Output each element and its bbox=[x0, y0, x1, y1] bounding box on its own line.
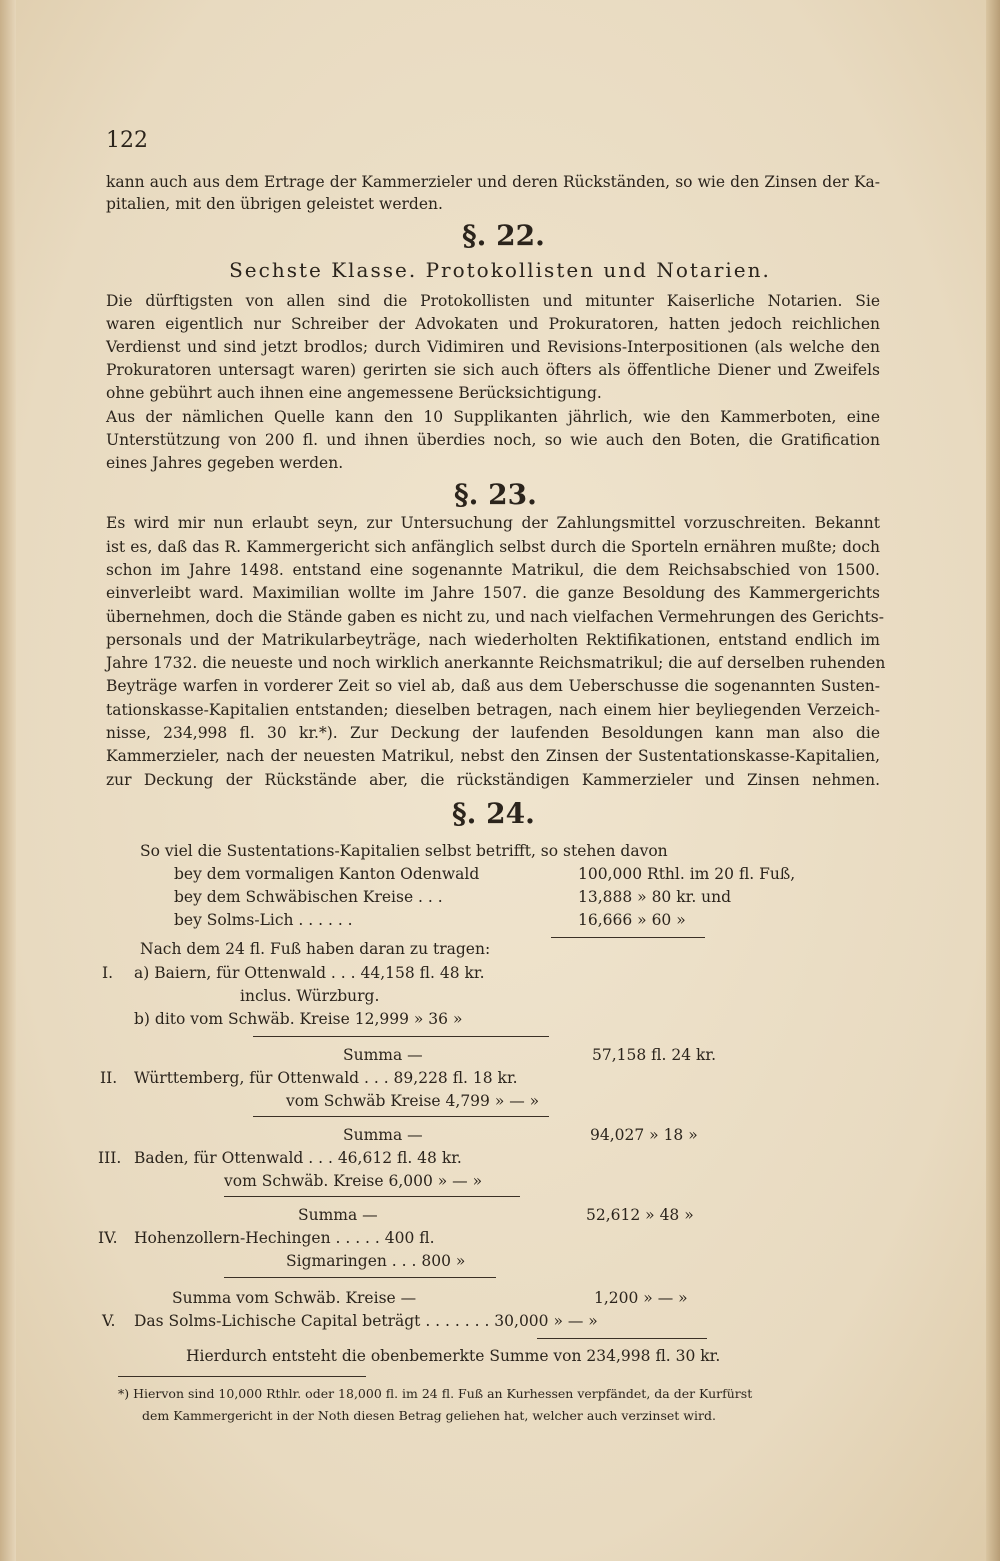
summa-label: Summa — bbox=[343, 1046, 423, 1064]
sum-rule bbox=[253, 1036, 549, 1037]
roman-numeral: V. bbox=[102, 1312, 116, 1330]
section-heading: §. 22. bbox=[462, 219, 545, 252]
summa-label: Summa vom Schwäb. Kreise — bbox=[172, 1289, 417, 1307]
text-line: Die dürftigsten von allen sind die Protokollisten und mitunter Kaiserliche Notarien. Sie bbox=[106, 292, 880, 310]
table-row: b) dito vom Schwäb. Kreise 12,999 » 36 » bbox=[134, 1010, 463, 1028]
sum-rule bbox=[537, 1338, 707, 1339]
summa-amount: 57,158 fl. 24 kr. bbox=[592, 1046, 717, 1064]
summa-label: Summa — bbox=[298, 1206, 378, 1224]
sum-rule bbox=[253, 1116, 549, 1117]
sum-rule bbox=[551, 937, 705, 938]
text-line: personals und der Matrikularbeyträge, nach wiederholten Rektifikationen, entstand endlich im bbox=[106, 631, 880, 649]
text-line: Beyträge warfen in vorderer Zeit so viel ab, daß aus dem Ueberschusse die sogenannten Susten- bbox=[106, 677, 880, 695]
footnote: *) Hiervon sind 10,000 Rthlr. oder 18,000 fl. im 24 fl. Fuß an Kurhessen verpfändet, da der Kurfürst bbox=[118, 1386, 753, 1401]
summa-label: Summa — bbox=[343, 1126, 423, 1144]
section-heading: §. 24. bbox=[452, 797, 535, 830]
summa-amount: 1,200 » — » bbox=[594, 1289, 688, 1307]
sum-rule bbox=[224, 1277, 496, 1278]
text-line: zur Deckung der Rückstände aber, die rückständigen Kammerzieler und Zinsen nehmen. bbox=[106, 771, 880, 789]
text-line: Prokuratoren untersagt waren) gerirten sie sich auch öfters als öffentliche Diener und Zweifels bbox=[106, 361, 880, 379]
holding-label: bey dem Schwäbischen Kreise . . . bbox=[174, 888, 443, 906]
grand-total: Hierdurch entsteht die obenbemerkte Summe von 234,998 fl. 30 kr. bbox=[186, 1347, 721, 1365]
roman-numeral: II. bbox=[100, 1069, 118, 1087]
text-line: übernehmen, doch die Stände gaben es nicht zu, und nach vielfachen Vermehrungen des Gerichts- bbox=[106, 608, 884, 626]
text-line: ist es, daß das R. Kammergericht sich anfänglich selbst durch die Sporteln ernähren mußte; doch bbox=[106, 538, 880, 556]
table-row: vom Schwäb. Kreise 6,000 » — » bbox=[224, 1172, 483, 1190]
holding-amount: 100,000 Rthl. im 20 fl. Fuß, bbox=[578, 865, 796, 883]
table-row: a) Baiern, für Ottenwald . . . 44,158 fl. 48 kr. bbox=[134, 964, 485, 982]
footnote-rule bbox=[118, 1376, 366, 1377]
table-row: inclus. Würzburg. bbox=[240, 987, 380, 1005]
holding-amount: 16,666 » 60 » bbox=[578, 911, 686, 929]
text-line: Unterstützung von 200 fl. und ihnen überdies noch, so wie auch den Boten, die Gratification bbox=[106, 431, 880, 449]
text-line: schon im Jahre 1498. entstand eine sogenannte Matrikul, die dem Reichsabschied von 1500. bbox=[106, 561, 880, 579]
footnote: dem Kammergericht in der Noth diesen Betrag geliehen hat, welcher auch verzinset wird. bbox=[142, 1408, 716, 1423]
sum-rule bbox=[224, 1196, 520, 1197]
text-line: tationskasse-Kapitalien entstanden; dieselben betragen, nach einem hier beyliegenden Verzeich- bbox=[106, 701, 880, 719]
text-line: einverleibt ward. Maximilian wollte im Jahre 1507. die ganze Besoldung des Kammergerichts bbox=[106, 584, 880, 602]
text-line: kann auch aus dem Ertrage der Kammerzieler und deren Rückständen, so wie den Zinsen der Ka- bbox=[106, 173, 880, 191]
text-line: pitalien, mit den übrigen geleistet werden. bbox=[106, 195, 443, 213]
roman-numeral: III. bbox=[98, 1149, 122, 1167]
summa-amount: 94,027 » 18 » bbox=[590, 1126, 698, 1144]
table-row: vom Schwäb Kreise 4,799 » — » bbox=[286, 1092, 540, 1110]
text-line: nisse, 234,998 fl. 30 kr.*). Zur Deckung der laufenden Besoldungen kann man also die bbox=[106, 724, 880, 742]
roman-numeral: I. bbox=[102, 964, 114, 982]
holding-amount: 13,888 » 80 kr. und bbox=[578, 888, 732, 906]
holding-label: bey Solms-Lich . . . . . . bbox=[174, 911, 353, 929]
page-edge-right bbox=[986, 0, 1000, 1561]
table-row: Württemberg, für Ottenwald . . . 89,228 fl. 18 kr. bbox=[134, 1069, 518, 1087]
text-line: Verdienst und sind jetzt brodlos; durch Vidimiren und Revisions-Interpositionen (als welche den bbox=[106, 338, 880, 356]
page-number: 122 bbox=[106, 128, 148, 153]
text-line: Aus der nämlichen Quelle kann den 10 Supplikanten jährlich, wie den Kammerboten, eine bbox=[106, 408, 880, 426]
page-gutter-left bbox=[0, 0, 16, 1561]
summa-amount: 52,612 » 48 » bbox=[586, 1206, 694, 1224]
holding-label: bey dem vormaligen Kanton Odenwald bbox=[174, 865, 480, 883]
text-line: So viel die Sustentations-Kapitalien selbst betrifft, so stehen davon bbox=[140, 842, 668, 860]
table-row: Sigmaringen . . . 800 » bbox=[286, 1252, 466, 1270]
text-line: Kammerzieler, nach der neuesten Matrikul, nebst den Zinsen der Sustentationskasse-Kapitalien, bbox=[106, 747, 880, 765]
text-line: ohne gebührt auch ihnen eine angemessene Berücksichtigung. bbox=[106, 384, 602, 402]
text-line: eines Jahres gegeben werden. bbox=[106, 454, 344, 472]
section-heading: §. 23. bbox=[454, 478, 537, 511]
text-line: waren eigentlich nur Schreiber der Advokaten und Prokuratoren, hatten jedoch reichlichen bbox=[106, 315, 880, 333]
roman-numeral: IV. bbox=[98, 1229, 118, 1247]
text-line: Jahre 1732. die neueste und noch wirklich anerkannte Reichsmatrikul; die auf derselben ruhenden bbox=[106, 654, 886, 672]
section-title: Sechste Klasse. Protokollisten und Notarien. bbox=[229, 258, 771, 282]
table-row: Das Solms-Lichische Capital beträgt . . . . . . . 30,000 » — » bbox=[134, 1312, 598, 1330]
text-line: Es wird mir nun erlaubt seyn, zur Untersuchung der Zahlungsmittel vorzuschreiten. Bekannt bbox=[106, 514, 880, 532]
table-row: Hohenzollern-Hechingen . . . . . 400 fl. bbox=[134, 1229, 435, 1247]
table-row: Baden, für Ottenwald . . . 46,612 fl. 48 kr. bbox=[134, 1149, 462, 1167]
text-line: Nach dem 24 fl. Fuß haben daran zu tragen: bbox=[140, 940, 491, 958]
